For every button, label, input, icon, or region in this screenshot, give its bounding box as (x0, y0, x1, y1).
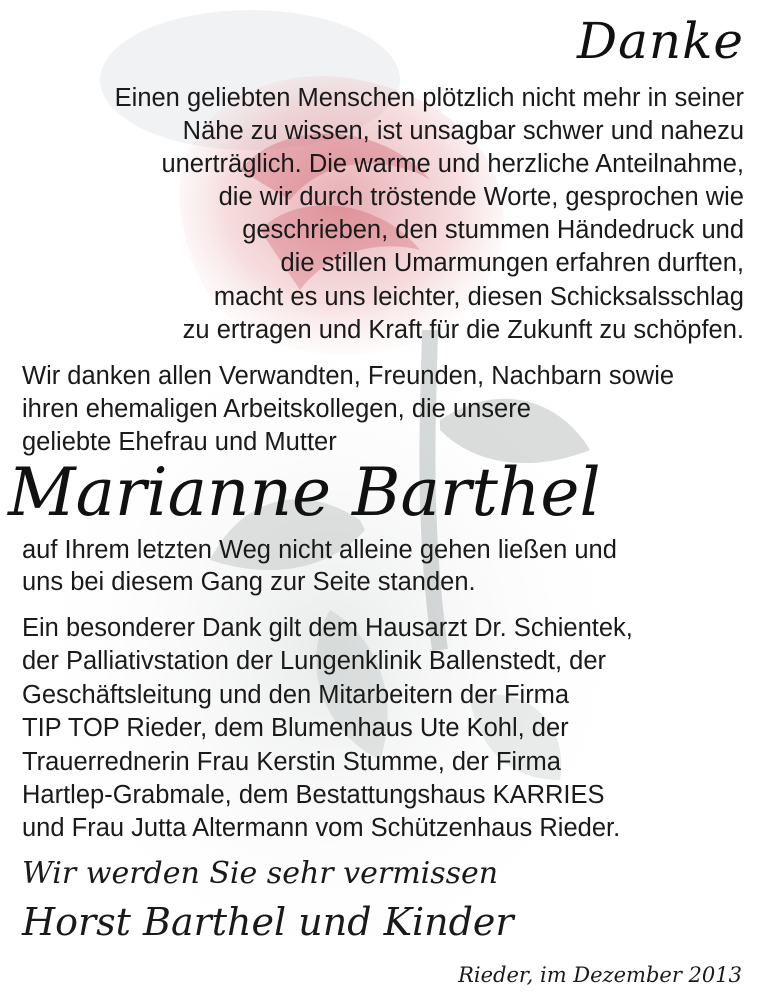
intro-line: Nähe zu wissen, ist unsagbar schwer und nahezu (182, 117, 744, 146)
special-thanks-line: Trauerrednerin Frau Kerstin Stumme, der Firma (22, 747, 561, 776)
special-thanks-line: der Palliativstation der Lungenklinik Ballenstedt, der (22, 647, 607, 676)
special-thanks-line: TIP TOP Rieder, dem Blumenhaus Ute Kohl, der (22, 714, 569, 743)
special-thanks-line: Ein besonderer Dank gilt dem Hausarzt Dr. Schientek, (22, 614, 633, 642)
thanks-line: ihren ehemaligen Arbeitskollegen, die unsere (22, 395, 531, 424)
special-thanks-line: und Frau Jutta Altermann vom Schützenhaus Rieder. (22, 814, 621, 843)
intro-paragraph (14, 82, 744, 347)
thanks-paragraph (22, 360, 762, 459)
intro-line: Einen geliebten Menschen plötzlich nicht mehr in seiner (114, 84, 744, 112)
farewell-paragraph (22, 534, 762, 598)
place-date: Rieder, im Dezember 2013 (458, 963, 742, 987)
closing-line: Wir werden Sie sehr vermissen (22, 856, 499, 891)
intro-line: die stillen Umarmungen erfahren durften, (280, 249, 744, 278)
heading-danke: Danke (577, 12, 744, 70)
special-thanks-line: Geschäftsleitung und den Mitarbeitern der Firma (22, 680, 570, 709)
thanks-line: geliebte Ehefrau und Mutter (22, 428, 337, 457)
thanks-line: Wir danken allen Verwandten, Freunden, Nachbarn sowie (22, 362, 675, 390)
intro-line: die wir durch tröstende Worte, gesprochen wie (218, 183, 744, 212)
intro-line: zu ertragen und Kraft für die Zukunft zu schöpfen. (182, 315, 744, 344)
deceased-name: Marianne Barthel (8, 454, 601, 531)
intro-line: macht es uns leichter, diesen Schicksalsschlag (213, 282, 744, 311)
farewell-line: auf Ihrem letzten Weg nicht alleine gehen ließen und (22, 536, 617, 564)
intro-line: geschrieben, den stummen Händedruck und (242, 216, 744, 245)
intro-line: unerträglich. Die warme und herzliche Anteilnahme, (161, 150, 744, 179)
special-thanks-line: Hartlep-Grabmale, dem Bestattungshaus KARRIES (22, 781, 605, 810)
signature: Horst Barthel und Kinder (22, 900, 514, 944)
special-thanks-paragraph (22, 612, 762, 846)
farewell-line: uns bei diesem Gang zur Seite standen. (22, 568, 476, 596)
